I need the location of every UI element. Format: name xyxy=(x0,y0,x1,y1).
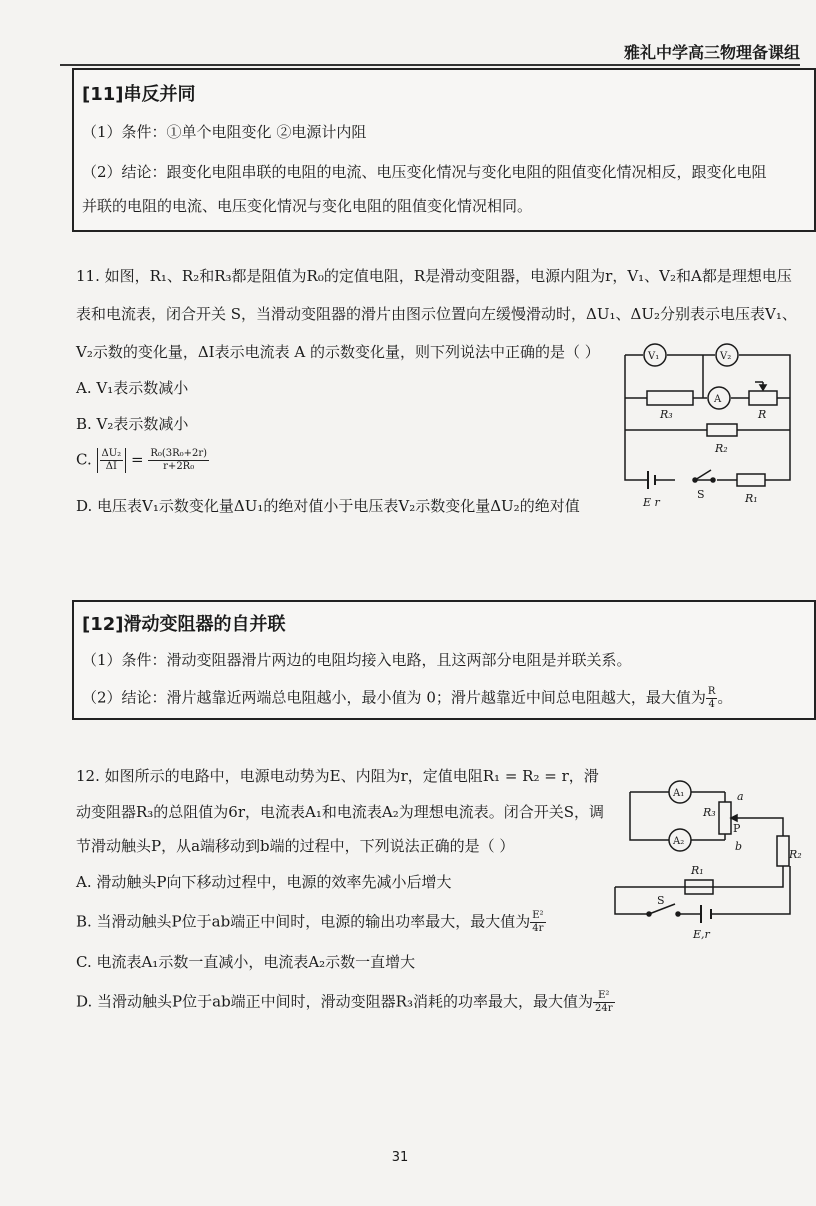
q12-option-d-denominator: 24r xyxy=(594,1003,613,1014)
q12-option-d-fraction xyxy=(593,990,615,1015)
q11-option-c-numerator: R₀(3R₀+2r) xyxy=(150,448,208,459)
page-number: 31 xyxy=(391,1150,409,1165)
p-label: P xyxy=(733,822,741,835)
section-11-condition: （1）条件：①单个电阻变化 ②电源计内阻 xyxy=(82,123,367,141)
header-title: 雅礼中学高三物理备课组 xyxy=(623,43,800,62)
rheostat-r-icon xyxy=(749,391,777,405)
a-end-label: a xyxy=(737,790,744,803)
slider-arrow-icon xyxy=(760,385,766,390)
q12-option-a: A. 滑动触头P向下移动过程中，电源的效率先减小后增大 xyxy=(76,873,452,891)
q12-option-b-denominator: 4r xyxy=(532,923,544,934)
r1-label: R₁ xyxy=(691,864,704,877)
q12-option-b xyxy=(76,910,546,935)
q11-option-c-equals: = xyxy=(130,450,144,469)
q11-option-a: A. V₁表示数减小 xyxy=(76,379,189,397)
a1-label: A₁ xyxy=(673,788,685,799)
resistor-r3-icon xyxy=(647,391,693,405)
r3-label: R₃ xyxy=(703,806,716,819)
section-12-title: [12]滑动变阻器的自并联 xyxy=(82,614,286,635)
resistor-r1-icon xyxy=(737,474,765,486)
battery-icon xyxy=(701,905,711,923)
section-12-conclusion-fraction xyxy=(706,686,718,711)
a2-label: A₂ xyxy=(673,836,685,847)
s-label: S xyxy=(657,894,665,907)
section-11-conclusion-line1: （2）结论：跟变化电阻串联的电阻的电流、电压变化情况与变化电阻的阻值变化情况相反，跟变化电阻 xyxy=(82,163,767,181)
section-12-condition: （1）条件：滑动变阻器滑片两边的电阻均接入电路，且这两部分电阻是并联关系。 xyxy=(82,651,632,669)
q11-option-c-prefix: C. xyxy=(76,450,92,469)
q11-circuit-diagram xyxy=(615,340,800,515)
q11-option-c-abs-denominator: ΔI xyxy=(105,461,117,472)
q11-line2: 表和电流表，闭合开关 S，当滑动变阻器的滑片由图示位置向左缓慢滑动时，ΔU₁、ΔU₂分别表示电压表V₁、 xyxy=(76,305,797,323)
q11-option-c-fraction xyxy=(148,448,209,473)
s-label: S xyxy=(697,488,705,501)
b-end-label: b xyxy=(735,840,743,853)
q12-option-b-fraction xyxy=(530,910,545,935)
q11-line3: V₂示数的变化量，ΔI表示电流表 A 的示数变化量，则下列说法中正确的是（ ） xyxy=(76,343,600,361)
section-12-box xyxy=(72,600,816,720)
r2-label: R₂ xyxy=(789,848,802,861)
r3-label: R₃ xyxy=(660,408,673,421)
r2-label: R₂ xyxy=(715,442,728,455)
section-12-conclusion xyxy=(82,686,732,711)
r-label: R xyxy=(758,408,767,421)
battery-icon xyxy=(640,471,662,489)
resistor-r2-icon xyxy=(777,836,789,866)
q11-option-c-abs xyxy=(97,448,127,473)
rheostat-r3-icon xyxy=(719,802,731,834)
slider-p-arrow-icon xyxy=(731,815,737,821)
r1-label: R₁ xyxy=(745,492,758,505)
q12-option-b-text: B. 当滑动触头P位于ab端正中间时，电源的输出功率最大，最大值为 xyxy=(76,912,531,931)
header-rule xyxy=(60,64,800,66)
q11-option-c-abs-fraction xyxy=(100,448,124,473)
section-12-fraction-numerator: R xyxy=(707,686,716,697)
er-label: E r xyxy=(643,496,660,509)
er-label: E,r xyxy=(693,928,710,941)
q11-option-c xyxy=(76,448,209,473)
section-12-conclusion-end: 。 xyxy=(717,688,733,707)
section-11-title: [11]串反并同 xyxy=(82,84,196,105)
q12-line3: 节滑动触头P，从a端移动到b端的过程中，下列说法正确的是（ ） xyxy=(76,837,515,855)
section-11-conclusion-line2: 并联的电阻的电流、电压变化情况与变化电阻的阻值变化情况相同。 xyxy=(82,197,533,215)
q11-option-c-abs-numerator: ΔU₂ xyxy=(101,448,122,459)
q11-option-d: D. 电压表V₁示数变化量ΔU₁的绝对值小于电压表V₂示数变化量ΔU₂的绝对值 xyxy=(76,497,580,515)
v2-label: V₂ xyxy=(720,351,732,362)
section-12-fraction-denominator: 4 xyxy=(708,699,715,710)
resistor-r2-icon xyxy=(707,424,737,436)
q12-option-d-text: D. 当滑动触头P位于ab端正中间时，滑动变阻器R₃消耗的功率最大，最大值为 xyxy=(76,992,593,1011)
q12-option-c: C. 电流表A₁示数一直减小，电流表A₂示数一直增大 xyxy=(76,953,416,971)
q12-option-d xyxy=(76,990,615,1015)
section-12-conclusion-text: （2）结论：滑片越靠近两端总电阻越小，最小值为 0；滑片越靠近中间总电阻越大，最大值为 xyxy=(82,688,706,707)
q12-option-b-numerator: E² xyxy=(532,910,544,921)
q12-circuit-diagram xyxy=(605,772,800,942)
section-11-box xyxy=(72,68,816,232)
q12-option-d-numerator: E² xyxy=(593,990,615,1003)
a-label: A xyxy=(714,394,722,405)
v1-label: V₁ xyxy=(648,351,660,362)
q11-line1: 11. 如图，R₁、R₂和R₃都是阻值为R₀的定值电阻，R是滑动变阻器，电源内阻为r，V₁、V₂和A都是理想电压 xyxy=(76,267,792,285)
q12-line1: 12. 如图所示的电路中，电源电动势为E、内阻为r，定值电阻R₁ = R₂ = r，滑 xyxy=(76,767,599,785)
q11-option-c-denominator: r+2R₀ xyxy=(163,461,195,472)
q11-option-b: B. V₂表示数减小 xyxy=(76,415,189,433)
q12-line2: 动变阻器R₃的总阻值为6r，电流表A₁和电流表A₂为理想电流表。闭合开关S，调 xyxy=(76,803,604,821)
